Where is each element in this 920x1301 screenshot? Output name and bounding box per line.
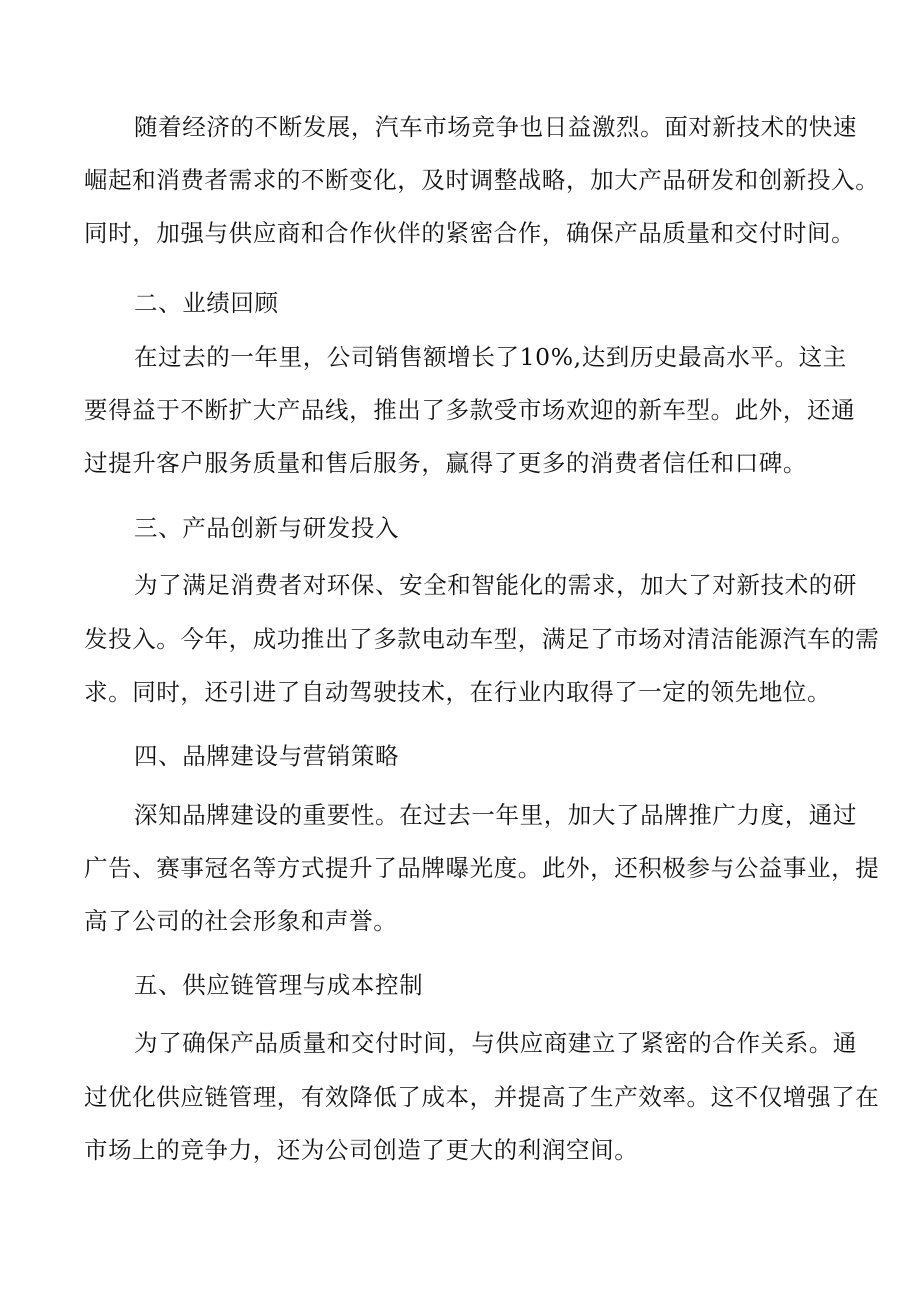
paragraph-performance-line-2: 要得益于不断扩大产品线，推出了多款受市场欢迎的新车型。此外，还通 <box>84 396 856 424</box>
paragraph-brand-line-2: 广告、赛事冠名等方式提升了品牌曝光度。此外，还积极参与公益事业，提 <box>84 854 880 882</box>
paragraph-intro-line-2: 崛起和消费者需求的不断变化，及时调整战略，加大产品研发和创新投入。 <box>84 166 880 194</box>
paragraph-brand-line-1: 深知品牌建设的重要性。在过去一年里，加大了品牌推广力度，通过 <box>134 801 857 829</box>
paragraph-brand-line-3: 高了公司的社会形象和声誉。 <box>84 907 398 935</box>
paragraph-supply-line-2: 过优化供应链管理，有效降低了成本，并提高了生产效率。这不仅增强了在 <box>84 1083 880 1111</box>
paragraph-performance-line-1: 在过去的一年里，公司销售额增长了10%,达到历史最高水平。这主 <box>134 343 847 371</box>
paragraph-intro-line-1: 随着经济的不断发展，汽车市场竞争也日益激烈。面对新技术的快速 <box>134 113 857 141</box>
paragraph-intro-line-3: 同时，加强与供应商和合作伙伴的紧密合作，确保产品质量和交付时间。 <box>84 219 856 247</box>
section-heading-brand-building: 四、品牌建设与营销策略 <box>134 742 400 770</box>
paragraph-supply-line-1: 为了确保产品质量和交付时间，与供应商建立了紧密的合作关系。通 <box>134 1029 857 1057</box>
paragraph-innovation-line-3: 求。同时，还引进了自动驾驶技术，在行业内取得了一定的领先地位。 <box>84 678 832 706</box>
paragraph-supply-line-3: 市场上的竞争力，还为公司创造了更大的利润空间。 <box>84 1136 639 1164</box>
paragraph-innovation-line-1: 为了满足消费者对环保、安全和智能化的需求，加大了对新技术的研 <box>134 571 857 599</box>
section-heading-supply-chain: 五、供应链管理与成本控制 <box>134 971 424 999</box>
paragraph-innovation-line-2: 发投入。今年，成功推出了多款电动车型，满足了市场对清洁能源汽车的需 <box>84 625 880 653</box>
section-heading-product-innovation: 三、产品创新与研发投入 <box>134 514 400 542</box>
paragraph-performance-line-3: 过提升客户服务质量和售后服务，赢得了更多的消费者信任和口碑。 <box>84 449 807 477</box>
section-heading-performance-review: 二、业绩回顾 <box>134 289 279 317</box>
